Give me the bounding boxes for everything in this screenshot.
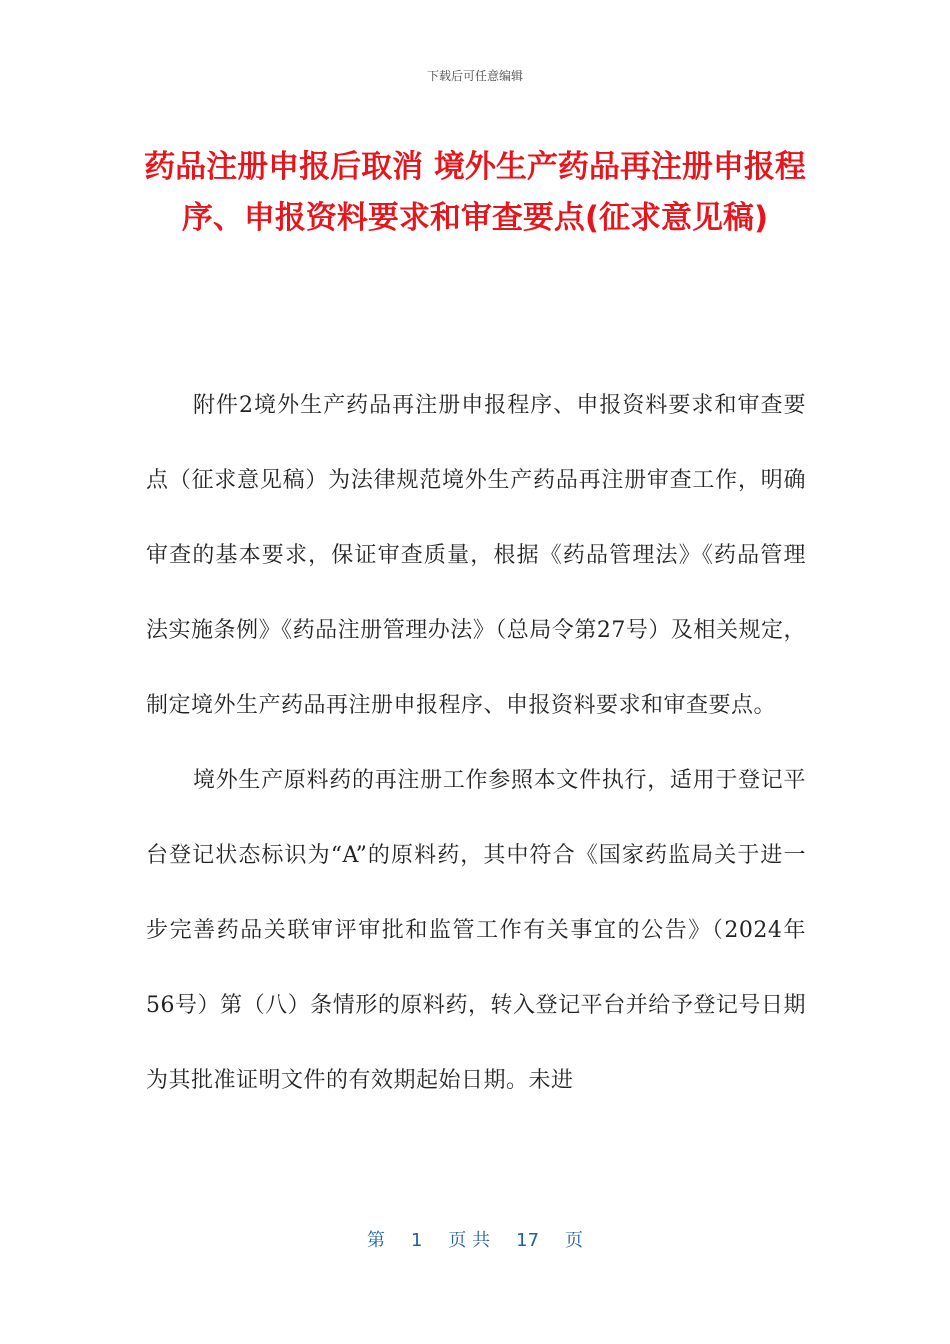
document-title: 药品注册申报后取消 境外生产药品再注册申报程序、申报资料要求和审查要点(征求意见稿) (144, 149, 806, 236)
page-footer (0, 1226, 950, 1252)
footer-middle: 页 共 (448, 1230, 491, 1251)
paragraph-2: 境外生产原料药的再注册工作参照本文件执行，适用于登记平台登记状态标识为“A”的原料药，其中符合《国家药监局关于进一步完善药品关联审评审批和监管工作有关事宜的公告》（2024年56号）第（八）条情形的原料药，转入登记平台并给予登记号日期为其批准证明文件的有效期起始日期。未进 (146, 768, 806, 1093)
footer-prefix: 第 (366, 1230, 385, 1251)
current-page-number: 1 (410, 1230, 423, 1251)
footer-suffix: 页 (565, 1230, 584, 1251)
document-body (146, 368, 806, 1118)
header-note: 下载后可任意编辑 (426, 69, 523, 83)
total-pages-number: 17 (516, 1230, 540, 1251)
paragraph-1: 附件2境外生产药品再注册申报程序、申报资料要求和审查要点（征求意见稿）为法律规范境外生产药品再注册审查工作，明确审查的基本要求，保证审查质量，根据《药品管理法》《药品管理法实施条例》《药品注册管理办法》（总局令第27号）及相关规定，制定境外生产药品再注册申报程序、申报资料要求和审查要点。 (146, 393, 806, 718)
